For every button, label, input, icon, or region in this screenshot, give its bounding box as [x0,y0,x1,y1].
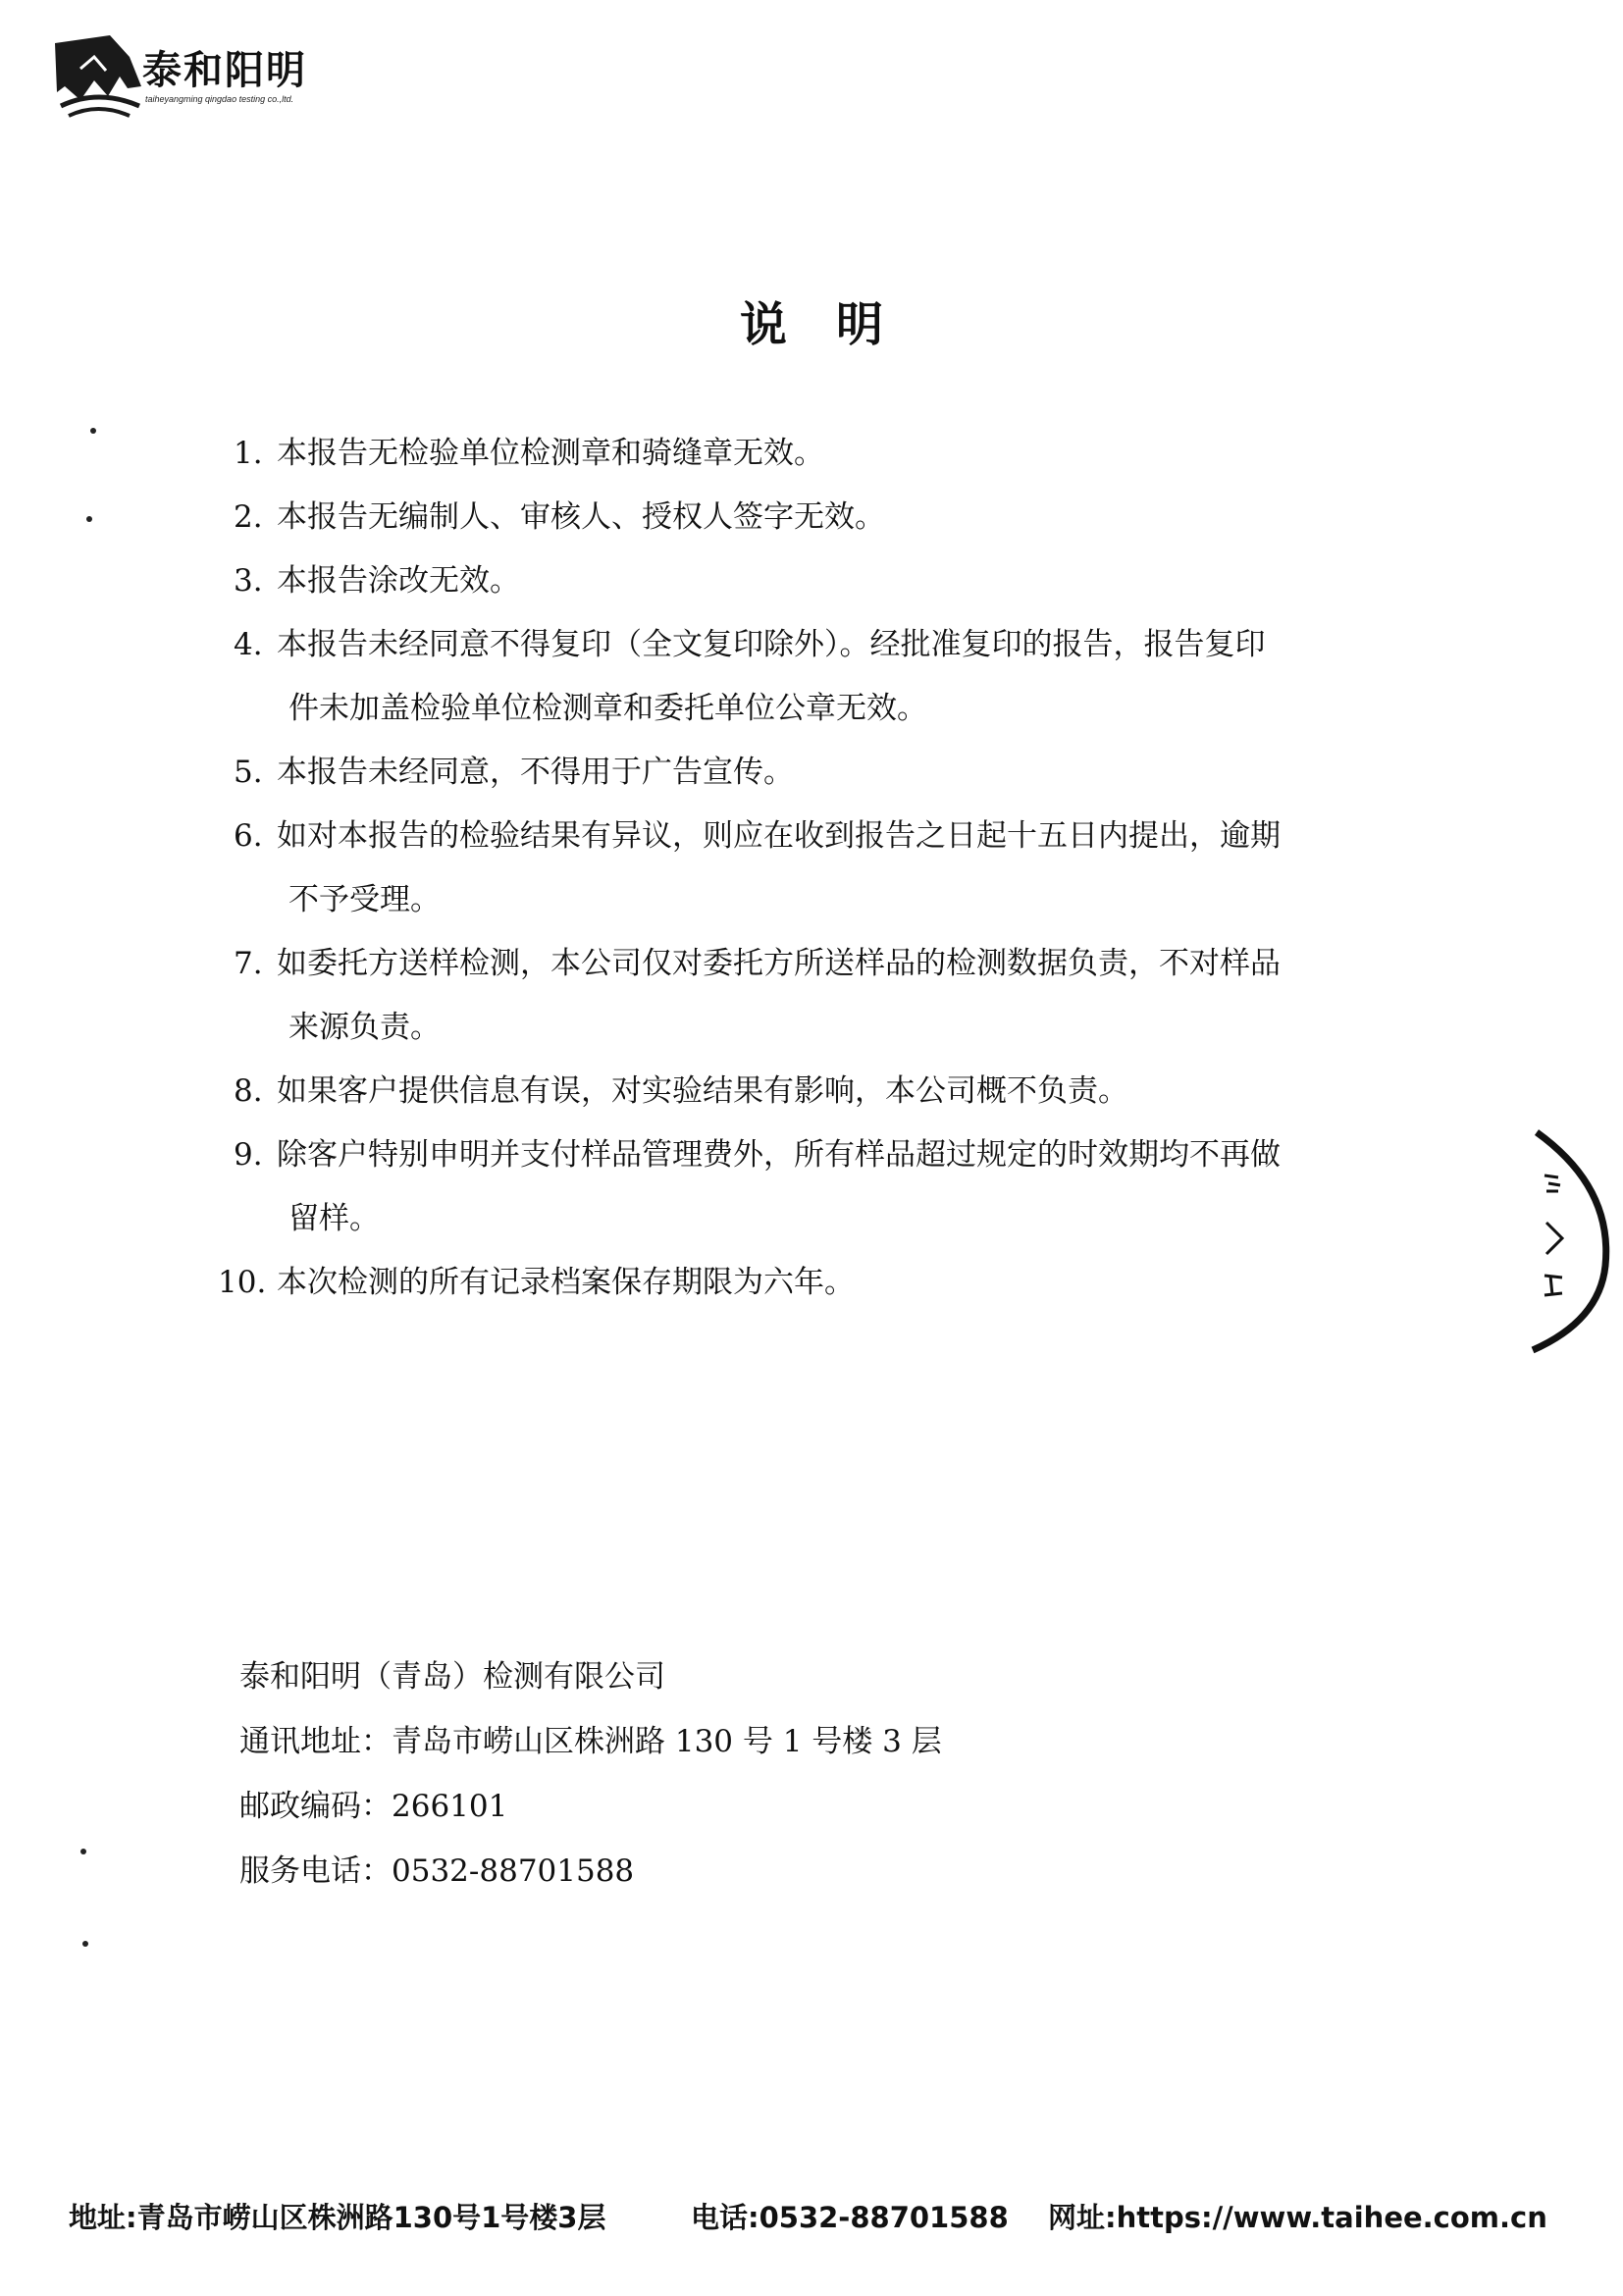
notes-list [218,422,1391,1315]
note-number: 8. [234,1073,263,1109]
logo-subtitle: taiheyangming qingdao testing co.,ltd. [145,94,294,104]
scan-speck [90,428,96,434]
note-number: 1. [234,436,263,471]
note-text-continued: 留样。 [288,1201,380,1236]
mountain-logo-icon [51,27,145,122]
note-number: 10. [218,1265,267,1300]
company-postcode: 邮政编码：266101 [239,1789,508,1824]
scan-speck [86,516,92,522]
company-name: 泰和阳明（青岛）检测有限公司 [239,1659,665,1695]
logo-name: 泰和阳明 [142,47,307,93]
note-item [234,422,1391,486]
note-text: 如委托方送样检测，本公司仅对委托方所送样品的检测数据负责，不对样品 [277,946,1281,981]
note-text-continued: 件未加盖检验单位检测章和委托单位公章无效。 [288,691,927,726]
note-item [234,486,1391,549]
note-item [234,932,1391,1060]
note-text-continued: 来源负责。 [288,1010,441,1045]
note-text-continued: 不予受理。 [288,882,441,917]
note-number: 7. [234,946,263,981]
company-address: 通讯地址：青岛市崂山区株洲路 130 号 1 号楼 3 层 [239,1724,942,1759]
seal-stamp-icon [1519,1128,1617,1354]
note-item [234,741,1391,805]
company-phone: 服务电话：0532-88701588 [239,1853,635,1889]
note-text: 本报告无编制人、审核人、授权人签字无效。 [277,499,885,535]
note-text: 本报告涂改无效。 [277,563,520,599]
note-item [234,1060,1391,1123]
note-item [234,805,1391,932]
note-item [218,1251,1376,1315]
page-title: 说明 [739,297,932,352]
footer-website[interactable]: 网址:https://www.taihee.com.cn [1048,2201,1547,2234]
scan-speck [80,1849,86,1854]
note-text: 本报告未经同意不得复印（全文复印除外）。经批准复印的报告，报告复印 [277,627,1266,662]
note-text: 本报告未经同意，不得用于广告宣传。 [277,755,794,790]
note-number: 2. [234,499,263,535]
note-text: 除客户特别申明并支付样品管理费外，所有样品超过规定的时效期均不再做 [277,1137,1281,1173]
company-logo [51,27,345,122]
note-item [234,549,1391,613]
note-number: 5. [234,755,263,790]
note-number: 6. [234,818,263,854]
company-info [239,1644,942,1904]
note-item [234,613,1391,741]
note-text: 如对本报告的检验结果有异议，则应在收到报告之日起十五日内提出，逾期 [277,818,1281,854]
note-number: 3. [234,563,263,599]
footer-phone: 电话:0532-88701588 [691,2201,1009,2234]
note-number: 9. [234,1137,263,1173]
note-text: 本报告无检验单位检测章和骑缝章无效。 [277,436,824,471]
note-number: 4. [234,627,263,662]
note-text: 本次检测的所有记录档案保存期限为六年。 [277,1265,855,1300]
scan-speck [82,1941,88,1947]
note-item [234,1123,1391,1251]
note-text: 如果客户提供信息有误，对实验结果有影响，本公司概不负责。 [277,1073,1128,1109]
footer-address: 地址:青岛市崂山区株洲路130号1号楼3层 [69,2201,606,2234]
